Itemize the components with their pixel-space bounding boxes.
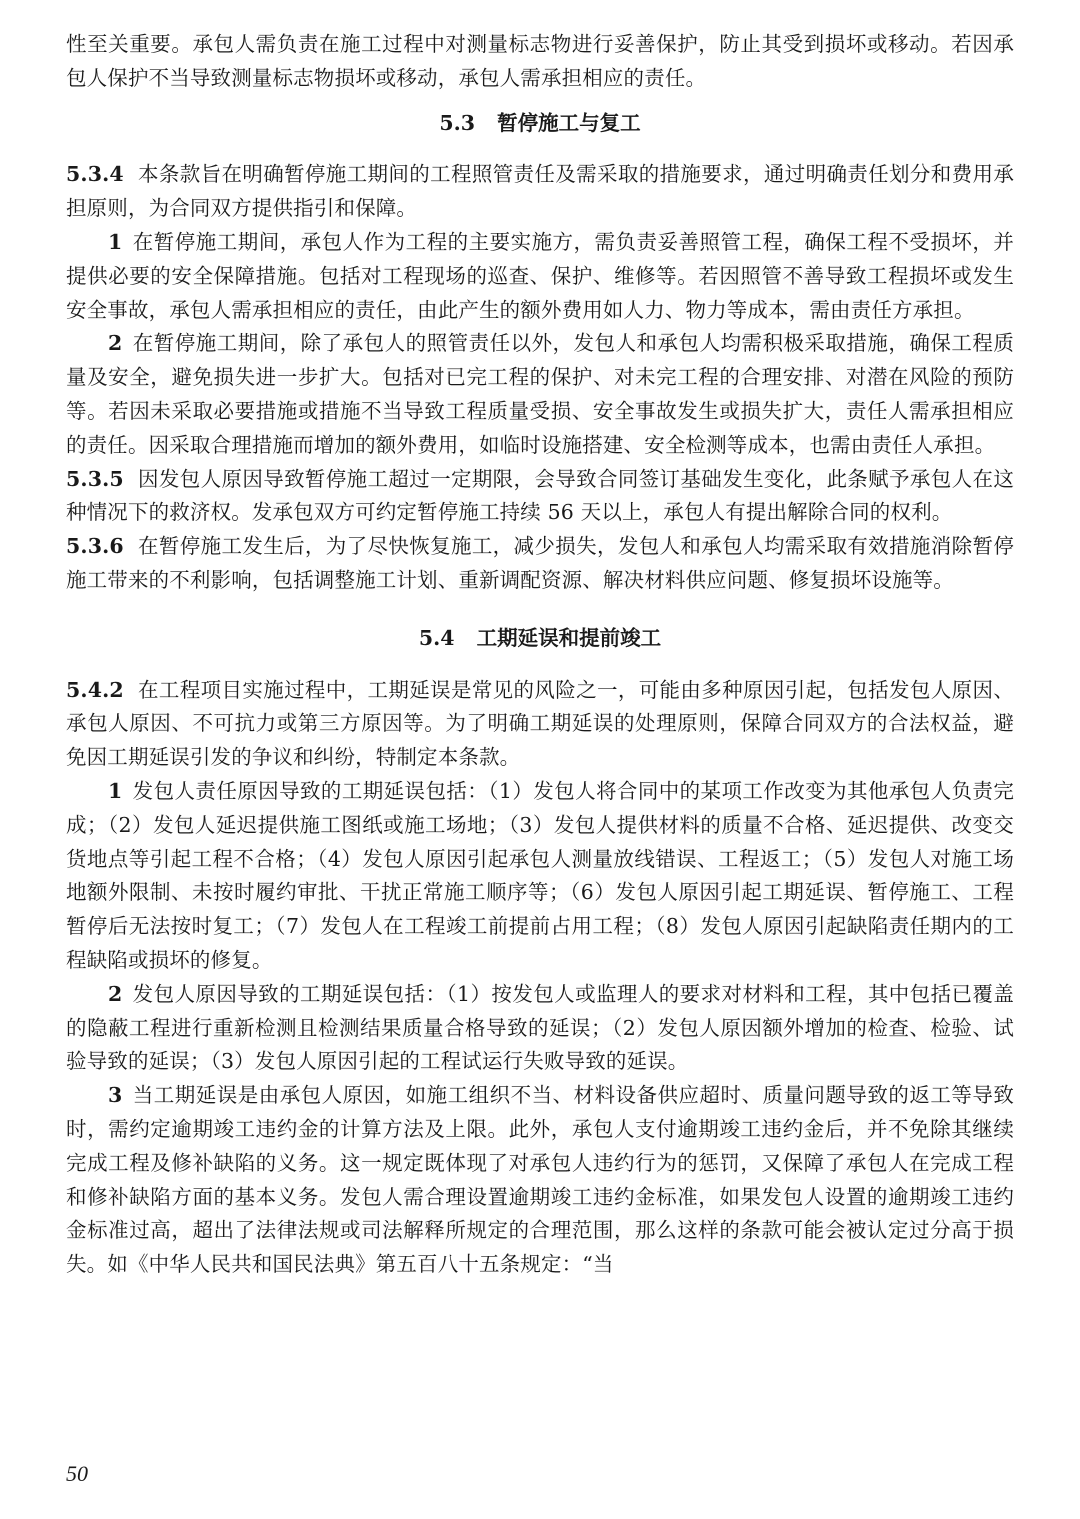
section-number: 5.4 [418, 625, 455, 650]
clause-number: 5.3.6 [66, 534, 124, 559]
section-title: 暂停施工与复工 [497, 110, 641, 135]
clause-5-3-4-item-1 [66, 226, 1014, 327]
clause-5-4-2-item-1 [66, 775, 1014, 978]
item-number: 3 [108, 1083, 123, 1108]
item-text: 发包人责任原因导致的工期延误包括：（1）发包人将合同中的某项工作改变为其他承包人负责完成；（2）发包人延迟提供施工图纸或施工场地；（3）发包人提供材料的质量不合格、延迟提供、改变交货地点等引起工程不合格；（4）发包人原因引起承包人测量放线错误、工程返工；（5）发包人对施工场地额外限制、未按时履约审批、干扰正常施工顺序等；（6）发包人原因引起工期延误、暂停施工、工程暂停后无法按时复工；（7）发包人在工程竣工前提前占用工程；（8）发包人原因引起缺陷责任期内的工程缺陷或损坏的修复。 [66, 778, 1014, 972]
section-title: 工期延误和提前竣工 [476, 625, 662, 650]
page-number: 50 [66, 1461, 88, 1486]
section-number: 5.3 [439, 110, 476, 135]
section-heading-5-3 [66, 107, 1014, 141]
clause-5-3-6 [66, 530, 1014, 598]
clause-5-3-4-item-2 [66, 327, 1014, 462]
item-number: 2 [108, 331, 123, 356]
item-text: 在暂停施工期间，承包人作为工程的主要实施方，需负责妥善照管工程，确保工程不受损坏，并提供必要的安全保障措施。包括对工程现场的巡查、保护、维修等。若因照管不善导致工程损坏或发生安全事故，承包人需承担相应的责任，由此产生的额外费用如人力、物力等成本，需由责任方承担。 [66, 229, 1014, 322]
item-text: 当工期延误是由承包人原因，如施工组织不当、材料设备供应超时、质量问题导致的返工等导致时，需约定逾期竣工违约金的计算方法及上限。此外，承包人支付逾期竣工违约金后，并不免除其继续完成工程及修补缺陷的义务。这一规定既体现了对承包人违约行为的惩罚，又保障了承包人在完成工程和修补缺陷方面的基本义务。发包人需合理设置逾期竣工违约金标准，如果发包人设置的逾期竣工违约金标准过高，超出了法律法规或司法解释所规定的合理范围，那么这样的条款可能会被认定过分高于损失。如《中华人民共和国民法典》第五百八十五条规定：“当 [66, 1083, 1014, 1277]
clause-5-4-2-item-2 [66, 978, 1014, 1079]
clause-5-3-4 [66, 158, 1014, 226]
clause-5-3-5 [66, 463, 1014, 531]
clause-number: 5.4.2 [66, 677, 124, 702]
clause-text: 在工程项目实施过程中，工期延误是常见的风险之一，可能由多种原因引起，包括发包人原因、承包人原因、不可抗力或第三方原因等。为了明确工期延误的处理原则，保障合同双方的合法权益，避免因工期延误引发的争议和纠纷，特制定本条款。 [66, 677, 1014, 770]
item-text: 发包人原因导致的工期延误包括：（1）按发包人或监理人的要求对材料和工程，其中包括已覆盖的隐蔽工程进行重新检测且检测结果质量合格导致的延误；（2）发包人原因额外增加的检查、检验、试验导致的延误；（3）发包人原因引起的工程试运行失败导致的延误。 [66, 981, 1014, 1074]
intro-paragraph: 性至关重要。承包人需负责在施工过程中对测量标志物进行妥善保护，防止其受到损坏或移动。若因承包人保护不当导致测量标志物损坏或移动，承包人需承担相应的责任。 [66, 32, 1014, 90]
item-number: 1 [108, 229, 123, 254]
clause-5-4-2 [66, 674, 1014, 775]
clause-text: 在暂停施工发生后，为了尽快恢复施工，减少损失，发包人和承包人均需采取有效措施消除暂停施工带来的不利影响，包括调整施工计划、重新调配资源、解决材料供应问题、修复损坏设施等。 [66, 534, 1014, 592]
item-number: 2 [108, 981, 123, 1006]
item-number: 1 [108, 778, 123, 803]
clause-number: 5.3.5 [66, 466, 124, 491]
section-heading-5-4 [66, 622, 1014, 656]
clause-text: 本条款旨在明确暂停施工期间的工程照管责任及需采取的措施要求，通过明确责任划分和费用承担原则，为合同双方提供指引和保障。 [66, 162, 1014, 221]
clause-text: 因发包人原因导致暂停施工超过一定期限，会导致合同签订基础发生变化，此条赋予承包人在这种情况下的救济权。发承包双方可约定暂停施工持续 56 天以上，承包人有提出解除合同的权利。 [66, 466, 1014, 525]
clause-number: 5.3.4 [66, 162, 124, 187]
item-text: 在暂停施工期间，除了承包人的照管责任以外，发包人和承包人均需积极采取措施，确保工程质量及安全，避免损失进一步扩大。包括对已完工程的保护、对未完工程的合理安排、对潜在风险的预防等。若因未采取必要措施或措施不当导致工程质量受损、安全事故发生或损失扩大，责任人需承担相应的责任。因采取合理措施而增加的额外费用，如临时设施搭建、安全检测等成本，也需由责任人承担。 [66, 331, 1014, 457]
document-page [66, 28, 1014, 1282]
clause-5-4-2-item-3 [66, 1079, 1014, 1282]
